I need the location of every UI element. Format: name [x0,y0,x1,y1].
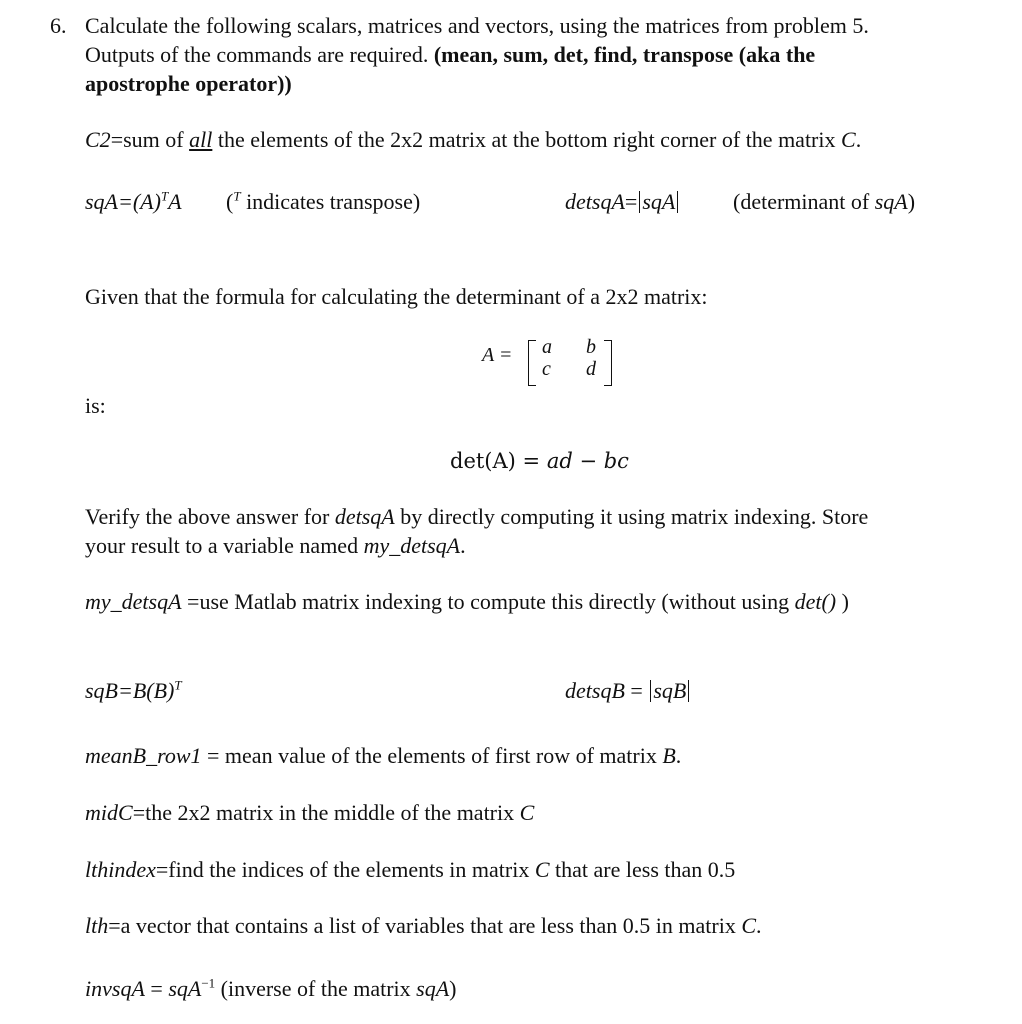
lthindex-rest: that are less than 0.5 [549,857,736,882]
verify-a: Verify the above answer for [85,504,335,529]
lth-dot: . [756,913,762,938]
detsqB-lhs: detsqB [565,678,625,703]
lthindex-text: =find the indices of the elements in matrix [155,857,535,882]
my-detsqA-text: =use Matlab matrix indexing to compute this directly (without using [181,589,795,614]
left-bracket [528,340,536,386]
detsqA-note [733,188,915,216]
det-formula [450,447,629,475]
matrix-lhs [482,344,512,367]
sqA-note-open: ( [226,189,234,214]
det-rhs: ad − bc [546,449,629,473]
detsqA-note-close: ) [907,189,916,214]
c2-definition [85,126,861,154]
given-text: Given that the formula for calculating the determinant of a 2x2 matrix: [85,284,708,309]
invsqA-lhs: invsqA [85,976,145,1001]
invsqA-note-var: sqA [416,976,450,1001]
my-detsqA-var: my_detsqA [85,589,182,614]
midC-var: midC [85,800,133,825]
problem-number: 6. [50,13,67,38]
lth-definition [85,912,762,940]
verify-b: by directly computing it using matrix indexing. Store [394,504,869,529]
invsqA-rhs: sqA [168,976,202,1001]
abs-bar-right-b [688,680,689,702]
sqA-eq: =(A) [118,189,161,214]
verify2-a: your result to a variable named [85,533,364,558]
sqA-lhs: sqA [85,189,118,214]
invsqA-note-a: (inverse of the matrix [215,976,417,1001]
lth-var: lth [85,913,109,938]
is-label: is: [85,393,106,418]
abs-bar-right [677,191,678,213]
my-detsqA-close: ) [836,589,849,614]
lth-text: =a vector that contains a list of variables that are less than 0.5 in matrix [108,913,742,938]
lthindex-matrix: C [534,857,550,882]
invsqA-note-b: ) [449,976,457,1001]
sqA-note [226,188,420,216]
intro-plain: Outputs of the commands are required. [85,42,429,67]
sqA-note-text: indicates transpose) [240,189,421,214]
problem-intro-line2 [85,41,815,69]
detsqA-definition [565,188,680,216]
meanB-dot: . [675,743,682,768]
invsqA-definition [85,975,456,1003]
matrix-block [528,338,628,388]
meanB-var: meanB_row1 [85,743,202,768]
c2-dot: . [855,127,862,152]
lthindex-var: lthindex [85,857,156,882]
matrix-c: c [542,358,551,380]
abs-bar-left-b [650,680,651,702]
matrix-d: d [586,358,596,380]
invsqA-eq: = [144,976,169,1001]
verify2-var: my_detsqA [363,533,461,558]
c2-matrix: C [841,127,856,152]
c2-rest: the elements of the 2x2 matrix at the bottom right corner of the matrix [212,127,841,152]
detsqA-note-text: (determinant of [733,189,875,214]
matrix-a: a [542,336,552,358]
sqB-lhs: sqB [85,678,118,703]
sqA-note-sup: T [233,188,241,204]
det-lhs: det(A) = [450,449,547,473]
problem-intro-line3: apostrophe operator)) [85,71,292,96]
intro-bold: (mean, sum, det, find, transpose (aka the [433,42,816,67]
detsqB-eq: = [624,678,649,703]
sqB-definition [85,677,182,705]
meanB-definition [85,742,681,770]
matrix-b: b [586,336,596,358]
sqA-sup: T [160,188,169,204]
detsqA-inner: sqA [642,189,676,214]
detsqA-note-var: sqA [874,189,908,214]
my-detsqA-func: det() [794,589,837,614]
matrix-lhs-text: A = [482,344,513,366]
meanB-matrix: B [662,743,676,768]
verify-var: detsqA [334,504,395,529]
midC-matrix: C [519,800,535,825]
my-detsqA-definition [85,588,849,616]
detsqB-inner: sqB [653,678,687,703]
detsqB-definition [565,677,691,705]
c2-eq: =sum of [110,127,190,152]
detsqA-lhs: detsqA [565,189,625,214]
right-bracket [604,340,612,386]
verify-line1 [85,503,868,531]
meanB-text: = mean value of the elements of first row of matrix [201,743,663,768]
lthindex-definition [85,856,735,884]
problem-intro: Calculate the following scalars, matrices and vectors, using the matrices from problem 5. [85,13,869,38]
midC-text: =the 2x2 matrix in the middle of the matrix [132,800,520,825]
verify-line2 [85,532,466,560]
invsqA-sup: −1 [201,975,216,991]
sqA-A: A [168,189,182,214]
midC-definition [85,799,534,827]
c2-all: all [189,127,213,152]
sqB-sup: T [174,677,182,693]
abs-bar-left [639,191,640,213]
lth-matrix: C [741,913,757,938]
sqB-eq: =B(B) [118,678,175,703]
detsqA-eq: = [624,189,638,214]
c2-var: C2 [85,127,111,152]
verify2-b: . [460,533,466,558]
sqA-definition [85,188,182,216]
